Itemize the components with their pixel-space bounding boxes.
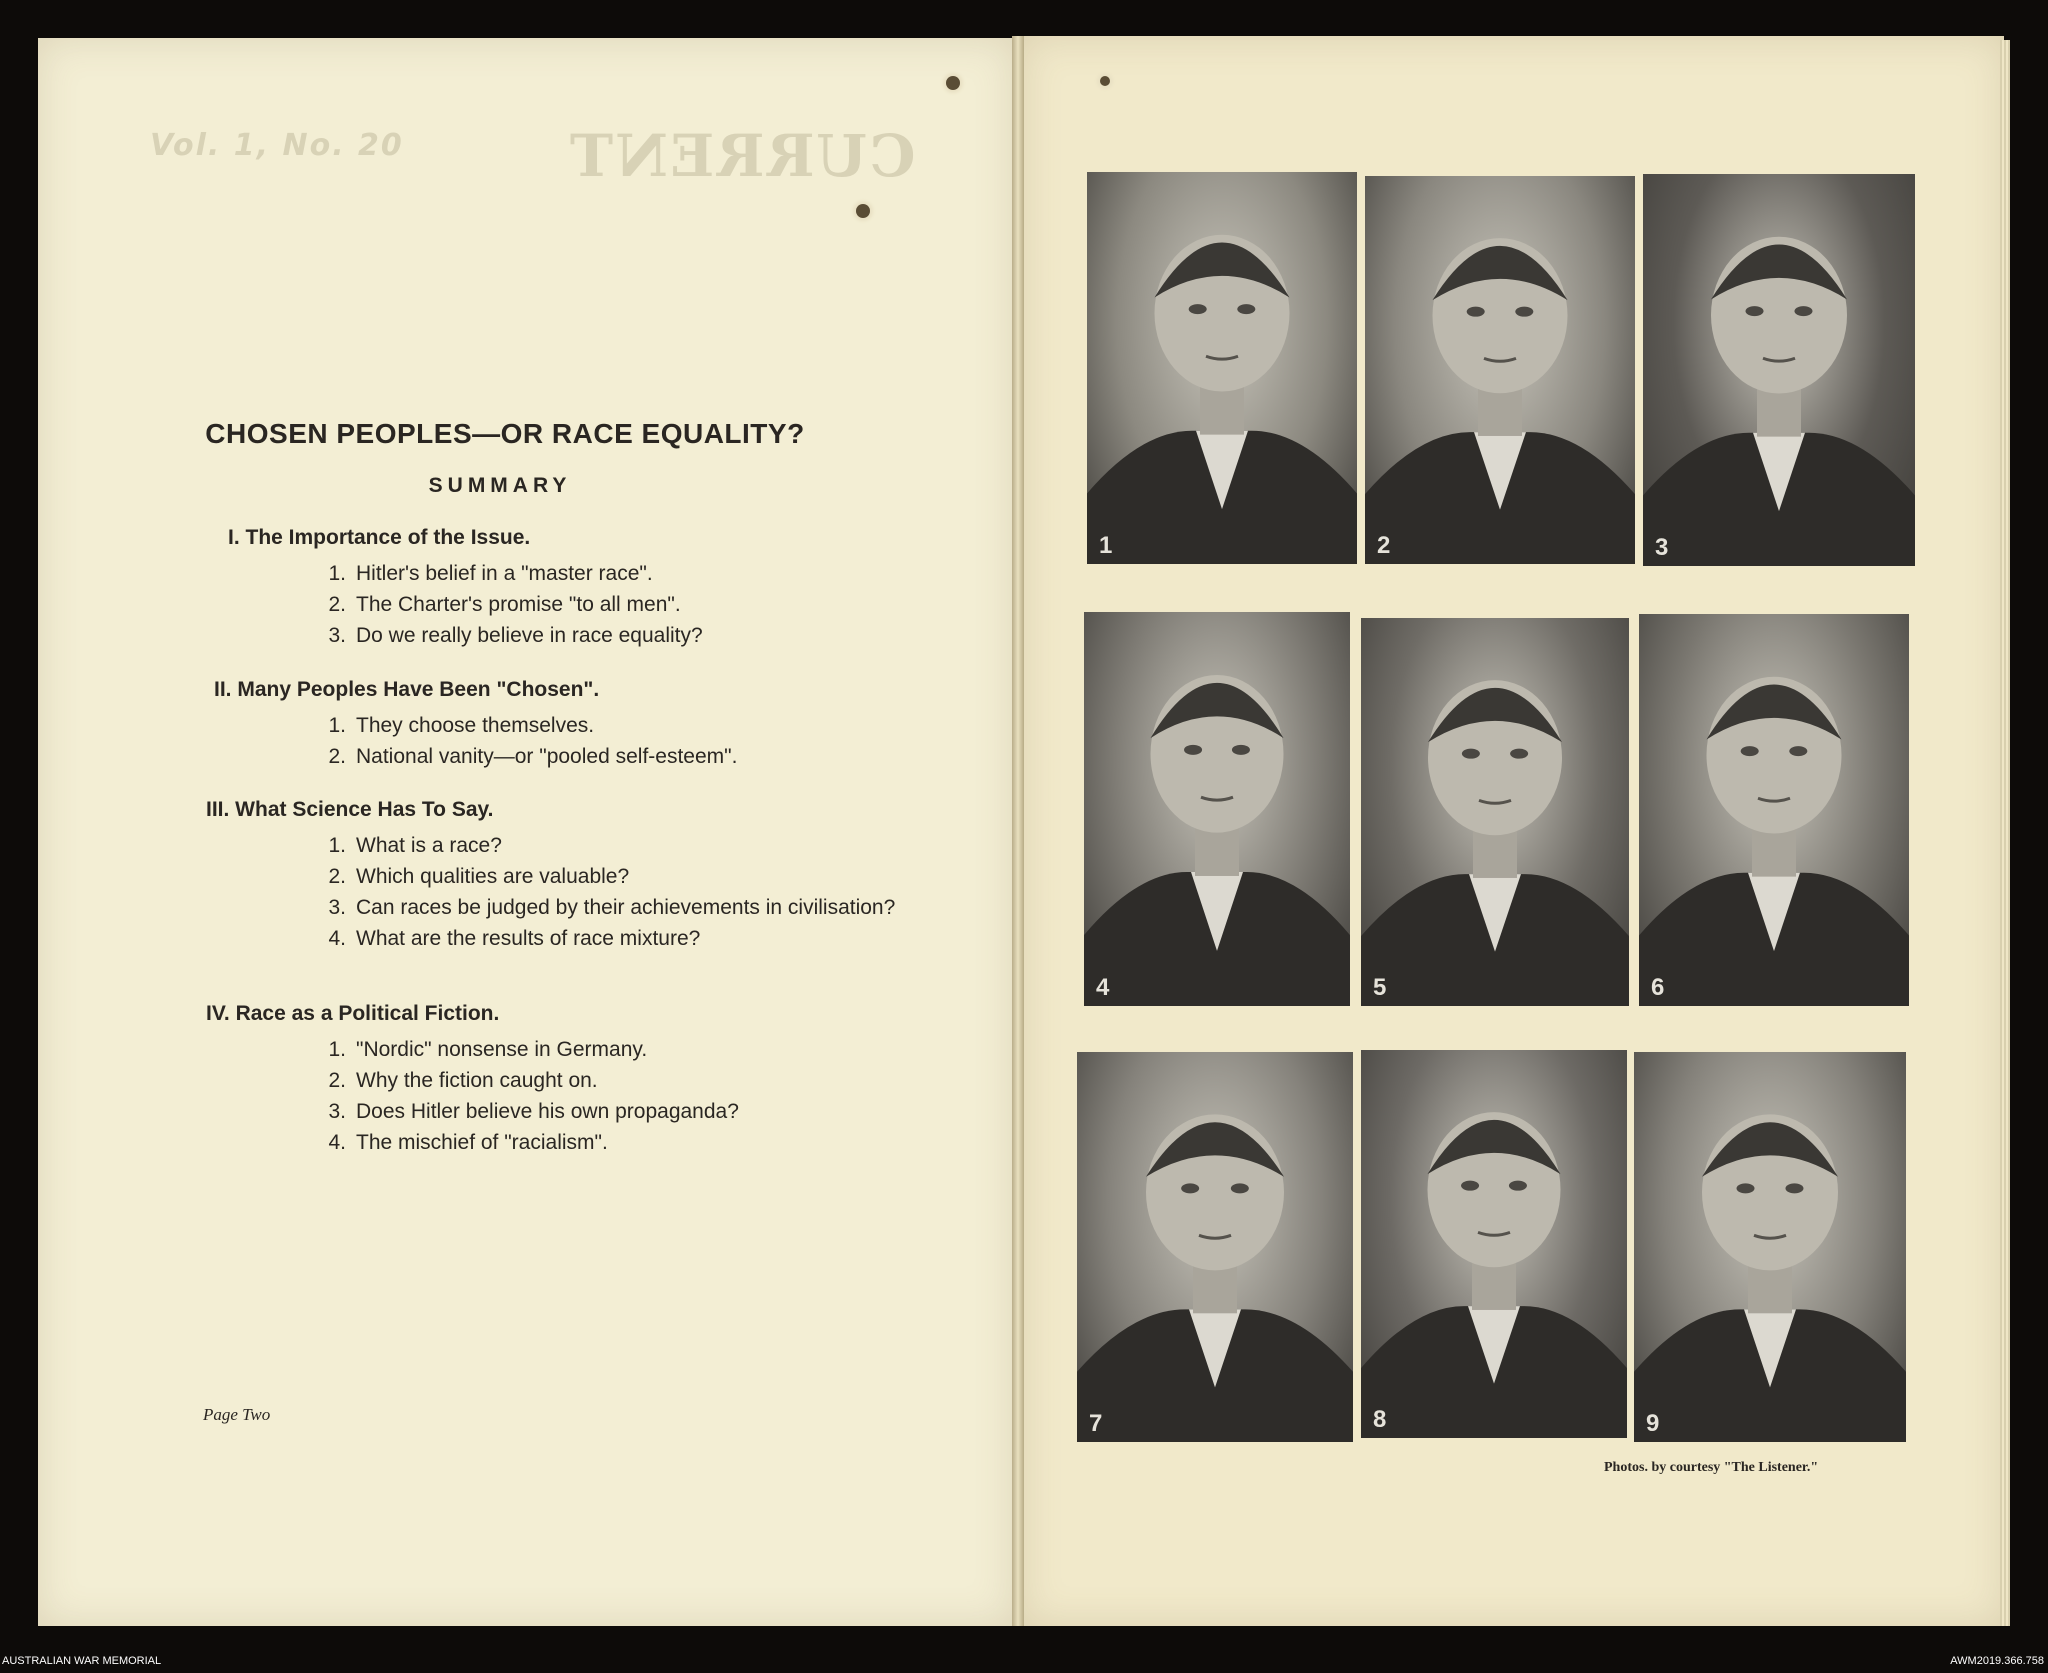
photo-number: 2 <box>1377 532 1391 559</box>
portrait-silhouette <box>1361 618 1629 1006</box>
portrait-silhouette <box>1361 1050 1627 1438</box>
staple-hole <box>856 204 870 218</box>
portrait-photo <box>1639 614 1909 1006</box>
portrait-silhouette <box>1365 176 1635 564</box>
portrait-silhouette <box>1084 612 1350 1006</box>
staple-hole <box>1100 76 1110 86</box>
portrait-photo <box>1361 618 1629 1006</box>
list-item: 4. The mischief of "racialism". <box>328 1131 608 1154</box>
portrait-photo <box>1361 1050 1627 1438</box>
footer-archive-name: AUSTRALIAN WAR MEMORIAL <box>2 1655 162 1667</box>
list-item: 2. Why the fiction caught on. <box>328 1069 598 1092</box>
section-heading: III. What Science Has To Say. <box>206 798 494 821</box>
summary-section-4 <box>206 1002 739 1158</box>
summary-section-2 <box>214 678 737 772</box>
page-number-label: Page Two <box>203 1405 271 1424</box>
portrait-photo <box>1634 1052 1906 1442</box>
staple-hole <box>946 76 960 90</box>
list-item: 1. They choose themselves. <box>328 714 595 737</box>
portrait-silhouette <box>1077 1052 1353 1442</box>
photo-number: 1 <box>1099 532 1113 559</box>
photo-number: 3 <box>1655 534 1669 561</box>
list-item: 3. Do we really believe in race equality? <box>328 624 703 647</box>
photo-number: 4 <box>1096 974 1110 1001</box>
list-item: 3. Can races be judged by their achievements in civilisation? <box>328 896 896 919</box>
ghost-current-text: CURRENT <box>568 122 916 190</box>
photo-number: 5 <box>1373 974 1387 1001</box>
photo-number: 9 <box>1646 1410 1660 1437</box>
list-item: 1. Hitler's belief in a "master race". <box>328 562 653 585</box>
section-heading: I. The Importance of the Issue. <box>228 526 531 549</box>
portrait-photo <box>1643 174 1915 566</box>
summary-section-3 <box>206 798 916 954</box>
footer-catalogue-id: AWM2019.366.758 <box>1950 1655 2044 1667</box>
photo-credit: Photos. by courtesy "The Listener." <box>1604 1460 1819 1475</box>
list-item: 3. Does Hitler believe his own propaganda? <box>328 1100 739 1123</box>
summary-section-1 <box>228 526 703 651</box>
portrait-photo <box>1365 176 1635 564</box>
section-heading: II. Many Peoples Have Been "Chosen". <box>214 678 600 701</box>
list-item: 1. "Nordic" nonsense in Germany. <box>328 1038 648 1061</box>
portrait-silhouette <box>1634 1052 1906 1442</box>
page-edges <box>2000 40 2010 1626</box>
list-item: 2. The Charter's promise "to all men". <box>328 593 681 616</box>
portrait-photo <box>1077 1052 1353 1442</box>
list-item: 1. What is a race? <box>328 834 502 857</box>
section-heading: IV. Race as a Political Fiction. <box>206 1002 500 1025</box>
portrait-photo <box>1087 172 1357 564</box>
portrait-photo <box>1084 612 1350 1006</box>
summary-heading: SUMMARY <box>428 474 572 497</box>
ghost-volume-text: Vol. 1, No. 20 <box>150 128 404 163</box>
list-item: 2. National vanity—or "pooled self-esteem". <box>328 745 738 768</box>
list-item: 2. Which qualities are valuable? <box>328 865 630 888</box>
booklet-spine <box>1012 36 1024 1626</box>
page-title: CHOSEN PEOPLES—OR RACE EQUALITY? <box>205 418 805 449</box>
photo-number: 7 <box>1089 1410 1103 1437</box>
portrait-silhouette <box>1087 172 1357 564</box>
photo-number: 8 <box>1373 1406 1387 1433</box>
portrait-silhouette <box>1639 614 1909 1006</box>
portrait-silhouette <box>1643 174 1915 566</box>
list-item: 4. What are the results of race mixture? <box>328 927 701 950</box>
photo-number: 6 <box>1651 974 1665 1001</box>
